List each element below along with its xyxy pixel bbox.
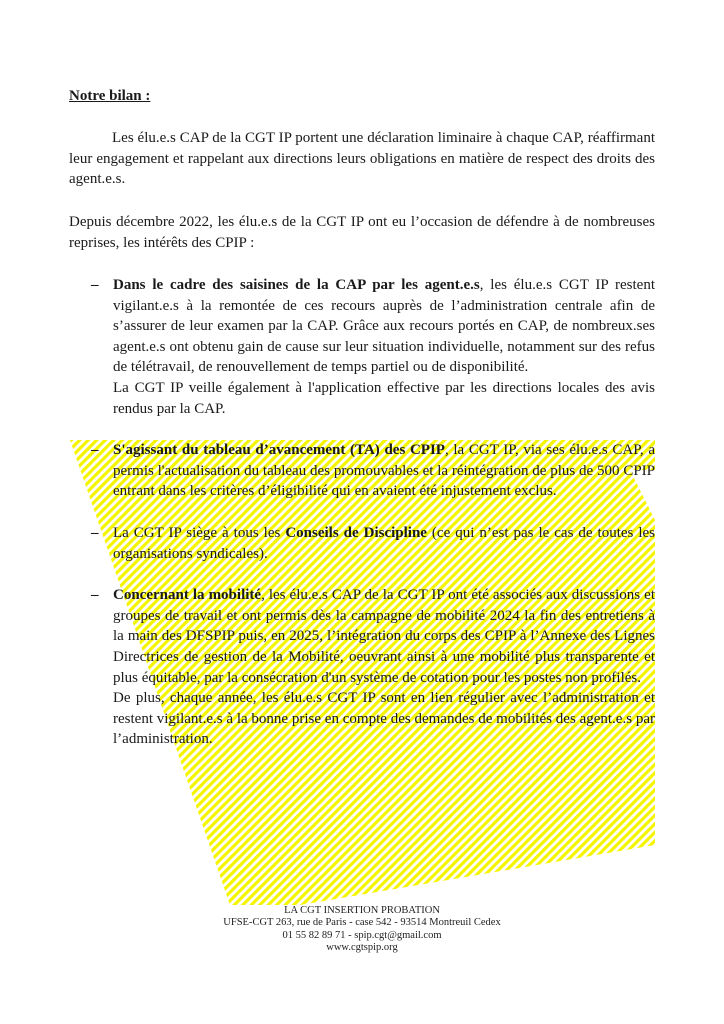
- list-item-extra: De plus, chaque année, les élu.e.s CGT IP sont en lien régulier avec l’administration et restent vigilant.e.s à la bonne prise en compte des demandes de mobilités des agent.e.s par l’administration.: [113, 690, 655, 748]
- context-paragraph: Depuis décembre 2022, les élu.e.s de la CGT IP ont eu l’occasion de défendre à de nombreuses reprises, les intérêts des CPIP :: [69, 214, 655, 251]
- footer-website: www.cgtspip.org: [326, 942, 398, 954]
- list-item-body: , la CGT IP, via ses élu.e.s CAP, a permis l'actualisation du tableau des promouvables et la réintégration de plus de 500 CPIP entrant dans les critères d’éligibilité qui en avaient été injustement exclus.: [113, 442, 655, 500]
- dash-marker: –: [91, 587, 99, 604]
- section-heading: Notre bilan :: [69, 88, 151, 104]
- list-item-bold: Conseils de Discipline: [285, 524, 427, 541]
- list-item-text: [113, 440, 655, 502]
- list-item-pre: La CGT IP siège à tous les: [113, 524, 286, 541]
- footer-address: UFSE-CGT 263, rue de Paris - case 542 - 93514 Montreuil Cedex: [223, 917, 501, 929]
- list-item-body: , les élu.e.s CGT IP restent vigilant.e.s à la remontée de ces recours auprès de l’administration centrale afin de s’assurer de leur examen par la CAP. Grâce aux recours portés en CAP, de nombreux.ses agent.e.s ont obtenu gain de cause sur leur situation individuelle, notamment sur des refus de télétravail, de renouvellement de temps partiel ou de disponibilité.: [113, 277, 655, 376]
- list-item-bold: Concernant la mobilité: [113, 587, 262, 604]
- footer-contact: 01 55 82 89 71 - spip.cgt@gmail.com: [282, 929, 442, 941]
- achievements-list: [0, 275, 724, 750]
- page-footer: [0, 905, 724, 955]
- list-item-conseils-discipline: [0, 523, 655, 564]
- list-item-text: [113, 585, 655, 688]
- list-item-mobilite: [0, 585, 655, 750]
- list-item-bold: S'agissant du tableau d’avancement (TA) des CPIP: [113, 442, 445, 459]
- intro-paragraph: Les élu.e.s CAP de la CGT IP portent une déclaration liminaire à chaque CAP, réaffirmant leur engagement et rappelant aux directions leurs obligations en matière de respect des droits des agent.e.s.: [69, 130, 655, 188]
- list-item-body: (ce qui n’est pas le cas de toutes les organisations syndicales).: [113, 524, 655, 562]
- list-item-text: [113, 275, 655, 378]
- dash-marker: –: [91, 524, 99, 541]
- list-item-extra: La CGT IP veille également à l'application effective par les directions locales des avis rendus par la CAP.: [113, 379, 655, 417]
- list-item-text: [113, 523, 655, 564]
- list-item-body: , les élu.e.s CAP de la CGT IP ont été associés aux discussions et groupes de travail et ont permis dès la campagne de mobilité 2024 la fin des entretiens à la main des DFSPIP puis, en 2025, l’intégration du corps des CPIP à l’Annexe des Lignes Directrices de gestion de la Mobilité, oeuvrant ainsi à une mobilité plus transparente et plus équitable, par la consécration d'un système de cotation pour les postes non profilés.: [113, 587, 655, 686]
- dash-marker: –: [91, 277, 99, 293]
- footer-organization: LA CGT INSERTION PROBATION: [284, 905, 440, 916]
- list-item-bold: Dans le cadre des saisines de la CAP par les agent.e.s: [113, 277, 480, 293]
- dash-marker: –: [91, 442, 99, 459]
- list-item-cap-saisines: [0, 275, 655, 419]
- list-item-tableau-avancement: [0, 440, 655, 502]
